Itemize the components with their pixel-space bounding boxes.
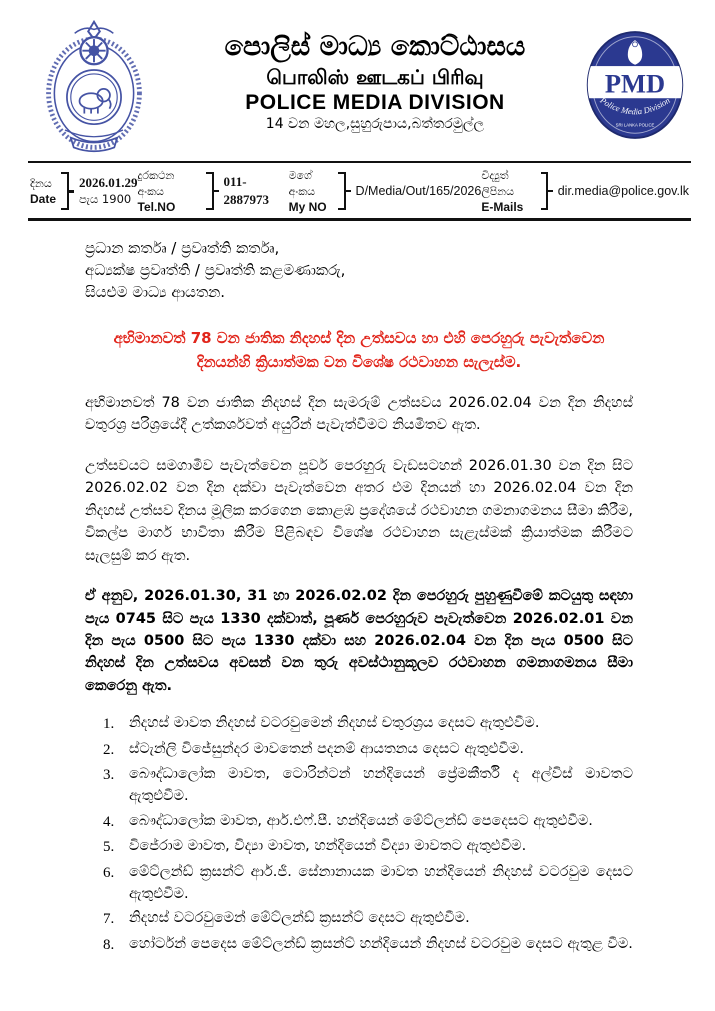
list-item-text: නිදහස් මාවත නිදහස් වටරවුමෙන් නිදහස් චතුරශ්‍රය දෙසට ඇතුළුවීම. [129,715,540,732]
list-item-number: 1. [103,716,115,733]
pmd-logo [583,26,687,144]
horizontal-rule-top [28,161,691,163]
horizontal-rule-bottom [28,218,691,221]
list-item-number: 4. [103,813,115,830]
list-item [103,713,633,736]
division-address: 14 වන මහල,සුහුරුපාය,බත්තරමුල්ල [265,115,485,132]
list-item [103,811,633,834]
email-field [481,168,689,214]
date-value: 2026.01.29 [79,175,138,191]
time-value: පැය 1900 [79,192,132,207]
tel-label-english: Tel.NO [137,199,176,214]
list-item-number: 8. [103,936,115,953]
division-title-english: POLICE MEDIA DIVISION [245,90,505,114]
recipient-block [85,238,633,303]
date-label-english: Date [30,191,57,206]
list-item-text: බෞද්ධාලෝක මාවත, ආර්.එෆ්.පී. හන්දියෙන් මේට්ලන්ඩ් පෙදෙසට ඇතුළුවීම. [129,812,593,829]
subject-line-2: දිනයන්හි ක්‍රියාත්මක වන විශේෂ රථවාහන සැලැස්ම. [196,352,522,371]
telephone-field [138,168,289,214]
list-item-text: හෝර්ටන් පෙදෙස මේට්ලන්ඩ් ක්‍රසන්ට් හන්දියෙන් නිදහස් වටරවුම දෙසට ඇතුළ වීම. [129,935,633,952]
list-item-text: නිදහස් වටරවුමෙන් මේට්ලන්ඩ් ක්‍රසන්ට් දෙසට ඇතුළුවීම. [129,910,470,927]
reference-info-bar [30,166,689,216]
list-item [103,908,633,931]
paragraph-1: අභිමානවත් 78 වන ජාතික නිදහස් දින සැමරුම් උත්සවය 2026.02.04 වන දින නිදහස් චතුරශ්‍ර පරිශ්‍රයේදී උත්කර්ශවත් අයුරින් පැවැත්වීමට නියමිතව ඇත. [85,394,633,434]
email-label-english: E-Mails [481,199,524,214]
list-item [103,934,633,957]
police-crest-logo [36,14,152,158]
entry-points-list [85,713,633,956]
date-label-sinhala: දිනය [30,176,52,190]
my-no-field [289,168,482,214]
recipient-line-3: සියළුම මාධ්‍ය ආයතන. [85,282,226,301]
bracket-glyph [541,172,548,210]
list-item [103,862,633,906]
list-item [103,739,633,762]
recipient-line-1: ප්‍රධාන කර්තෘ / ප්‍රවෘත්ති කර්තෘ, [85,239,280,257]
recipient-line-2: අධ්‍යක්ෂ ප්‍රවෘත්ති / ප්‍රවෘත්ති කළමණාකරු, [85,260,346,279]
list-item [103,764,633,808]
bracket-glyph [61,172,69,210]
list-item-text: බෞද්ධාලෝක මාවත, ටොරින්ටන් හන්දියෙන් ප්‍රේමකීර්ති ද අල්විස් මාවතට ඇතුළුවීම. [129,766,633,805]
division-title-tamil: பொலிஸ் ஊடகப் பிரிவு [266,64,484,89]
my-no-label-english: My NO [288,199,327,214]
tel-label-sinhala: දුරකථන අංකය [137,168,175,198]
bracket-glyph [206,172,214,210]
list-item-text: මේට්ලන්ඩ් ක්‍රසන්ට් ආර්.ජී. සේනානායක මාවත හන්දියෙන් නිදහස් වටරවුම දෙසට ඇතුළුවීම. [129,863,633,902]
list-item-number: 5. [103,839,115,856]
paragraph-3: ඒ අනුව, 2026.01.30, 31 හා 2026.02.02 දින පෙරහුරු පුහුණුවීමේ කටයුතු සඳහා පැය 0745 සිට පැය 1330 දක්වාත්, පූර්ණ පෙරහුරුව පැවැත්වෙන 2026.02.01 වන දින පැය 0500 සිට පැය 1330 දක්වා සහ 2026.02.04 වන දින පැය 0500 සිට නිදහස් දින උත්සවය අවසන් වන තුරු අවස්ථානුකූලව රථවාහන ගමනාගමනය සීමා කෙරෙනු ඇත. [85,588,633,694]
email-label-sinhala: විද්‍යුත් ලිපිනය [481,168,515,198]
letter-body [85,238,633,959]
pmd-curved-text: Police Media Division [598,95,672,117]
list-item-number: 7. [103,911,115,928]
reference-number-value: D/Media/Out/165/2026 [355,183,482,198]
letterhead [0,12,715,160]
pmd-small-text: SRI LANKA POLICE [615,122,655,128]
division-title-sinhala: පොලිස් මාධ්‍ය කොට්ඨාසය [224,31,526,62]
list-item-number: 6. [103,864,115,881]
letterhead-titles [165,30,585,135]
list-item-text: ස්ටැන්ලි විජේසුන්දර මාවතෙන් පදනම් ආයතනය දෙසට ඇතුළුවීම. [129,740,524,757]
list-item-text: විජේරාම මාවත, විද්‍යා මාවත, හන්දියෙන් විද්‍යා මාවතට ඇතුළුවීම. [129,838,527,855]
paragraph-2: උත්සවයට සමගාමීව පැවැත්වෙන පූර්ව පෙරහුරු වැඩසටහන් 2026.01.30 වන දින සිට 2026.02.02 වන දින දක්වා පැවැත්වෙන අතර එම දිනයන් හා 2026.02.04 වන දින නිදහස් උත්සව දිනය මූලික කරගෙන කොළඹ ප්‍රදේශයේ රථවාහන ගමනාගමනය සීමා කිරීම, විකල්ප මාර්ග භාවිතා කිරීම පිළිබඳව විශේෂ රථවාහන සැළැස්මක් ක්‍රියාත්මක කිරීමට සැලසුම් කර ඇත. [85,457,633,564]
date-field [30,172,138,210]
email-value: dir.media@police.gov.lk [557,183,689,198]
subject-heading [85,327,633,374]
my-no-label-sinhala: මගේ අංකය [288,168,316,198]
subject-line-1: අභිමානවත් 78 වන ජාතික නිදහස් දින උත්සවය හා එහි පෙරහුරු පැවැත්වෙන [113,329,605,348]
tel-value: 011-2887973 [223,174,270,207]
bracket-glyph [338,172,345,210]
list-item [103,836,633,859]
list-item-number: 3. [103,767,115,784]
pmd-acronym-text: PMD [604,68,666,99]
list-item-number: 2. [103,741,115,758]
